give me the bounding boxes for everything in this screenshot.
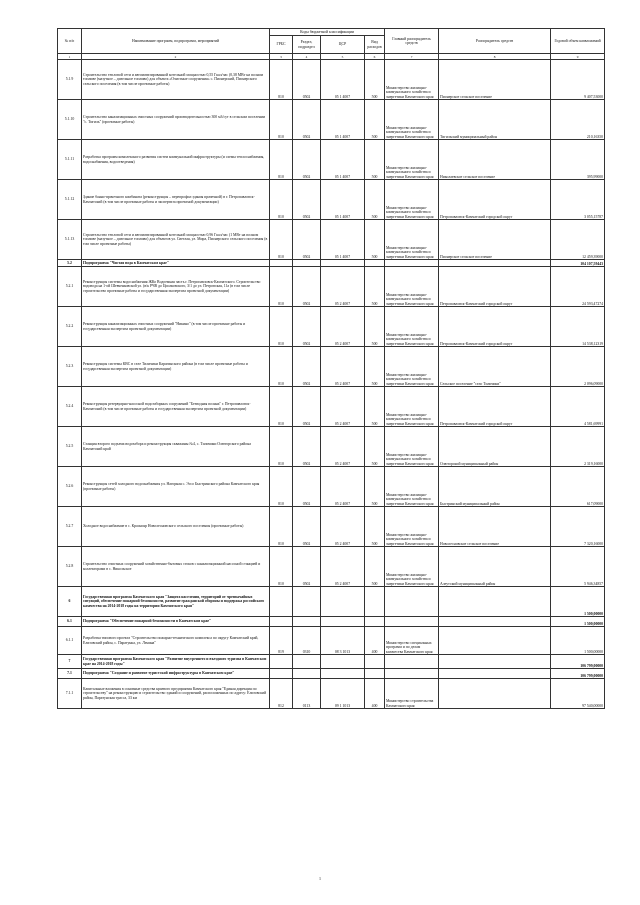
table-row: [58, 260, 605, 267]
table-body: [58, 60, 605, 709]
header-vr: Вид расходов: [365, 36, 385, 54]
row-name: Подпрограмма "Обеспечение пожарной безопасности в Камчатском крае": [82, 617, 270, 627]
row-rz: [293, 655, 321, 669]
row-vr: 500: [365, 60, 385, 100]
row-rz: 0502: [293, 307, 321, 347]
table-row: [58, 267, 605, 307]
row-admin: Министерство жилищно-коммунального хозяйства и энергетики Камчатского края: [385, 140, 439, 180]
row-recipient: [439, 587, 551, 617]
budget-table: [57, 28, 605, 709]
row-name: Строительство тепловой сети и автоматизированной котельной мощностью 0,96 Гкал/час (1 МВт на полном топливе (мазутное – дизельное топливо) для объектов ул. Светлая, ул. Мира, Пионерского сельского поселения (в том числе проектные работы): [82, 220, 270, 260]
table-row: [58, 587, 605, 617]
row-recipient: Петропавловск-Камчатский городской округ: [439, 180, 551, 220]
row-grbs: 810: [270, 347, 293, 387]
row-rz: 0502: [293, 467, 321, 507]
row-admin: Министерство жилищно-коммунального хозяйства и энергетики Камчатского края: [385, 180, 439, 220]
row-vr: [365, 587, 385, 617]
row-number: 5.2.6: [58, 467, 82, 507]
row-amount: 24 593,47274: [551, 267, 605, 307]
column-number: 6: [365, 54, 385, 60]
column-number: 4: [293, 54, 321, 60]
row-vr: 500: [365, 507, 385, 547]
row-vr: 500: [365, 267, 385, 307]
row-admin: Министерство жилищно-коммунального хозяйства и энергетики Камчатского края: [385, 467, 439, 507]
table-row: [58, 60, 605, 100]
row-recipient: [439, 260, 551, 267]
table-row: [58, 387, 605, 427]
row-rz: 0502: [293, 547, 321, 587]
row-admin: Министерство жилищно-коммунального хозяйства и энергетики Камчатского края: [385, 307, 439, 347]
row-amount: 1 500,00000: [551, 627, 605, 655]
row-amount: 12 459,39000: [551, 220, 605, 260]
table-row: [58, 655, 605, 669]
row-grbs: 810: [270, 507, 293, 547]
row-number: 5.2.4: [58, 387, 82, 427]
row-admin: [385, 617, 439, 627]
row-admin: Министерство жилищно-коммунального хозяйства и энергетики Камчатского края: [385, 547, 439, 587]
row-amount: 3 055,15787: [551, 180, 605, 220]
row-recipient: Пионерское сельское поселение: [439, 220, 551, 260]
row-rz: 0113: [293, 679, 321, 709]
table-row: [58, 140, 605, 180]
row-grbs: [270, 587, 293, 617]
row-grbs: [270, 617, 293, 627]
row-amount: 14 538,12319: [551, 307, 605, 347]
row-csr: 05 2 4007: [321, 467, 365, 507]
row-grbs: 810: [270, 427, 293, 467]
row-rz: 0502: [293, 347, 321, 387]
row-recipient: Алеутский муниципальный район: [439, 547, 551, 587]
header-codes-group: Коды бюджетной классификации: [270, 29, 385, 36]
row-grbs: 810: [270, 387, 293, 427]
row-amount: 106 799,00000: [551, 655, 605, 669]
row-number: 5.1.11: [58, 140, 82, 180]
row-csr: 05 2 4007: [321, 387, 365, 427]
row-csr: [321, 655, 365, 669]
row-number: 5.2.3: [58, 347, 82, 387]
row-recipient: Тигильский муниципальный район: [439, 100, 551, 140]
row-name: Реконструкция резервуарно-насосной водозаборных сооружений "Безводная поляна" г. Петропавловск-Камчатский (в том числе проектные работы и государственная экспертиза проектной документации): [82, 387, 270, 427]
row-grbs: 810: [270, 180, 293, 220]
row-number: 5.2.2: [58, 307, 82, 347]
table-row: [58, 627, 605, 655]
row-amount: 617,09000: [551, 467, 605, 507]
row-admin: [385, 669, 439, 679]
row-admin: [385, 260, 439, 267]
row-vr: [365, 617, 385, 627]
row-vr: 500: [365, 140, 385, 180]
row-admin: Министерство жилищно-коммунального хозяйства и энергетики Камчатского края: [385, 507, 439, 547]
row-csr: 05 1 4007: [321, 180, 365, 220]
row-name: Холодное водоснабжение в с. Краснояр Новолесновского сельского поселения (проектные работы): [82, 507, 270, 547]
row-vr: 500: [365, 427, 385, 467]
row-admin: Министерство жилищно-коммунального хозяйства и энергетики Камчатского края: [385, 347, 439, 387]
row-rz: 0502: [293, 427, 321, 467]
row-number: 5.1.12: [58, 180, 82, 220]
row-name: Подпрограмма "Чистая вода в Камчатском крае": [82, 260, 270, 267]
row-amount: 5 946,34857: [551, 547, 605, 587]
row-rz: 0502: [293, 100, 321, 140]
header-rz: Раздел, подраздел: [293, 36, 321, 54]
row-vr: 500: [365, 180, 385, 220]
row-csr: 05 2 4007: [321, 267, 365, 307]
row-name: Разработка типового проекта "Строительство пожарно-технического комплекса по округу Камчатский край, Елизовский район, с. Паратунка, ул. Ленина": [82, 627, 270, 655]
row-rz: 0502: [293, 387, 321, 427]
row-rz: 0502: [293, 140, 321, 180]
row-admin: Министерство специальных программ и по делам казачества Камчатского края: [385, 627, 439, 655]
row-recipient: [439, 627, 551, 655]
row-rz: [293, 587, 321, 617]
row-admin: Министерство жилищно-коммунального хозяйства и энергетики Камчатского края: [385, 220, 439, 260]
table-row: [58, 427, 605, 467]
row-amount: 1 500,00000: [551, 587, 605, 617]
row-recipient: Петропавловск-Камчатский городской округ: [439, 267, 551, 307]
row-csr: 05 2 4007: [321, 307, 365, 347]
row-amount: 97 540,00000: [551, 679, 605, 709]
row-recipient: Николаевское сельское поселение: [439, 140, 551, 180]
row-vr: 500: [365, 100, 385, 140]
row-vr: 400: [365, 679, 385, 709]
page-number: 1: [319, 876, 321, 881]
row-vr: 500: [365, 547, 385, 587]
row-name: Капитальные вложения в основные средства краевого предприятия Камчатского края "Единая дирекция по строительству" на реконструкцию и строительство зданий и сооружений, расположенных по адресу: Елизовский район, Паратунская трасса, 33 км: [82, 679, 270, 709]
header-csr: ЦСР: [321, 36, 365, 54]
row-csr: 05 1 4007: [321, 60, 365, 100]
row-grbs: 810: [270, 547, 293, 587]
row-rz: 0502: [293, 507, 321, 547]
row-csr: [321, 617, 365, 627]
row-admin: Министерство жилищно-коммунального хозяйства и энергетики Камчатского края: [385, 427, 439, 467]
row-grbs: 810: [270, 267, 293, 307]
table-row: [58, 617, 605, 627]
row-rz: 0502: [293, 180, 321, 220]
row-vr: 500: [365, 220, 385, 260]
row-rz: 0502: [293, 60, 321, 100]
row-amount: 1 500,00000: [551, 617, 605, 627]
row-name: Подпрограмма "Создание и развитие туристской инфраструктуры в Камчатском крае": [82, 669, 270, 679]
header-amount: Годовой объем капвложений: [551, 29, 605, 54]
row-admin: [385, 587, 439, 617]
row-amount: 104 107,59443: [551, 260, 605, 267]
row-csr: 09 1 1013: [321, 679, 365, 709]
column-number: 9: [551, 54, 605, 60]
row-name: Разработка программ комплексного развития систем коммунальной инфраструктуры (и схемы теплоснабжения, водоснабжения, водоотведения): [82, 140, 270, 180]
row-name: Строительство канализационных очистных сооружений производительностью 300 м3/сут в сельском поселении "с. Тигиль" (проектные работы): [82, 100, 270, 140]
row-grbs: [270, 260, 293, 267]
row-rz: [293, 260, 321, 267]
row-vr: 500: [365, 307, 385, 347]
row-rz: 0502: [293, 220, 321, 260]
row-name: Станция второго подъема водозабора и реконструкция скважины №4, с. Тиличики Олюторского района Камчатский край: [82, 427, 270, 467]
row-number: 5.1.9: [58, 60, 82, 100]
row-amount: 395,99000: [551, 140, 605, 180]
row-grbs: 810: [270, 220, 293, 260]
table-row: [58, 547, 605, 587]
row-number: 6.1.1: [58, 627, 82, 655]
row-name: Реконструкция сетей холодного водоснабжения ул. Нагорная с. Эссо Быстринского района Камчатского края (проектные работы): [82, 467, 270, 507]
row-amount: 9 407,53000: [551, 60, 605, 100]
table-row: [58, 307, 605, 347]
row-name: Государственная программа Камчатского края "Развитие внутреннего и въездного туризма в Камчатском крае на 2014-2018 годы": [82, 655, 270, 669]
row-admin: Министерство жилищно-коммунального хозяйства и энергетики Камчатского края: [385, 267, 439, 307]
row-number: 7.1: [58, 669, 82, 679]
row-csr: [321, 669, 365, 679]
row-name: Реконструкция канализационных очистных сооружений "Никино" (в том числе проектные работы и государственная экспертиза проектной документации): [82, 307, 270, 347]
row-recipient: [439, 679, 551, 709]
row-vr: 500: [365, 387, 385, 427]
row-csr: 05 1 4007: [321, 100, 365, 140]
row-name: Строительство очистных сооружений хозяйственно-бытовых стоков с канализационной насосной станцией и коллекторами в с. Никольское: [82, 547, 270, 587]
table-row: [58, 180, 605, 220]
row-amount: 2 319,16000: [551, 427, 605, 467]
row-csr: 08 3 1013: [321, 627, 365, 655]
row-vr: 400: [365, 627, 385, 655]
row-grbs: 812: [270, 679, 293, 709]
row-number: 5.2.1: [58, 267, 82, 307]
row-number: 5.1.10: [58, 100, 82, 140]
row-admin: Министерство жилищно-коммунального хозяйства и энергетики Камчатского края: [385, 387, 439, 427]
table-row: [58, 220, 605, 260]
row-recipient: Олюторский муниципальный район: [439, 427, 551, 467]
row-number: 7: [58, 655, 82, 669]
row-csr: 05 2 4007: [321, 547, 365, 587]
row-recipient: Сельское поселение "село Тиличики": [439, 347, 551, 387]
row-recipient: Пионерское сельское поселение: [439, 60, 551, 100]
column-number: 2: [82, 54, 270, 60]
row-grbs: 810: [270, 100, 293, 140]
row-admin: [385, 655, 439, 669]
row-grbs: [270, 655, 293, 669]
row-recipient: [439, 617, 551, 627]
row-grbs: [270, 669, 293, 679]
row-recipient: [439, 669, 551, 679]
row-vr: [365, 655, 385, 669]
row-grbs: 810: [270, 307, 293, 347]
row-rz: [293, 617, 321, 627]
row-number: 7.1.1: [58, 679, 82, 709]
row-csr: [321, 260, 365, 267]
row-name: Строительство тепловой сети и автоматизированной котельной мощностью 0,55 Гкал/час (0,38 МВт на полном топливе (мазутное – дизельное топливо) для объекта «Очистные сооружения» с. Пионерский, Пионерского сельского поселения (в том числе проектные работы): [82, 60, 270, 100]
row-name: Реконструкция системы КВС в селе Тиличики Карагинского района (в том числе проектные работы и государственная экспертиза проектной документации): [82, 347, 270, 387]
row-amount: 210,16350: [551, 100, 605, 140]
row-admin: Министерство жилищно-коммунального хозяйства и энергетики Камчатского края: [385, 100, 439, 140]
row-recipient: [439, 655, 551, 669]
row-recipient: Петропавловск-Камчатский городской округ: [439, 307, 551, 347]
row-vr: 500: [365, 467, 385, 507]
header-recipient: Распорядитель средств: [439, 29, 551, 54]
row-rz: 0310: [293, 627, 321, 655]
row-name: Реконструкция системы водоснабжения ЖКо Водоемная часть г. Петропавловск-Камчатского. Строительство водовода на 1-ой Шевченковской ул. (в/к РЧВ до Циолковского, 3/1 до ул. Петровская, 11а (в том числе строительство проектные работы и государственная экспертиза проектной документации): [82, 267, 270, 307]
table-row: [58, 507, 605, 547]
row-vr: [365, 669, 385, 679]
row-csr: 05 1 4007: [321, 140, 365, 180]
row-recipient: Новолесновское сельское поселение: [439, 507, 551, 547]
row-amount: 2 096,09000: [551, 347, 605, 387]
header-name: Наименование программ, подпрограмм, мероприятий: [82, 29, 270, 54]
header-admin: Главный распорядитель средств: [385, 29, 439, 54]
table-row: [58, 347, 605, 387]
row-amount: 106 799,00000: [551, 669, 605, 679]
column-number: 3: [270, 54, 293, 60]
row-grbs: 810: [270, 60, 293, 100]
row-name: Здание банно-прачечного комбината (реконструкция – перепрофил здания прачечной) в г. Петропавловск-Камчатский (в том числе проектные работы и экспертиза проектной документации): [82, 180, 270, 220]
row-csr: 05 2 4007: [321, 427, 365, 467]
column-number: 7: [385, 54, 439, 60]
row-recipient: Петропавловск-Камчатский городской округ: [439, 387, 551, 427]
row-amount: 4 581,69991: [551, 387, 605, 427]
table-row: [58, 100, 605, 140]
row-csr: 05 2 4007: [321, 507, 365, 547]
table-row: [58, 669, 605, 679]
row-number: 5.2.8: [58, 547, 82, 587]
column-number: 8: [439, 54, 551, 60]
row-number: 5.1.13: [58, 220, 82, 260]
row-number: 5.2.7: [58, 507, 82, 547]
row-csr: 05 2 4007: [321, 347, 365, 387]
row-grbs: 810: [270, 467, 293, 507]
row-grbs: 810: [270, 140, 293, 180]
row-admin: Министерство строительства Камчатского края: [385, 679, 439, 709]
row-amount: 7 320,16000: [551, 507, 605, 547]
row-grbs: 819: [270, 627, 293, 655]
row-csr: 05 1 4007: [321, 220, 365, 260]
row-vr: 500: [365, 347, 385, 387]
row-admin: Министерство жилищно-коммунального хозяйства и энергетики Камчатского края: [385, 60, 439, 100]
row-csr: [321, 587, 365, 617]
row-recipient: Быстринский муниципальный район: [439, 467, 551, 507]
row-number: 6.1: [58, 617, 82, 627]
row-rz: [293, 669, 321, 679]
row-rz: 0502: [293, 267, 321, 307]
header-no: № п/п: [58, 29, 82, 54]
column-number: 5: [321, 54, 365, 60]
row-number: 5.2.5: [58, 427, 82, 467]
row-vr: [365, 260, 385, 267]
row-name: Государственная программа Камчатского края "Защита населения, территорий от чрезвычайных ситуаций, обеспечение пожарной безопасности, развитие гражданской обороны и поддержка российского казачества на 2014-2018 годы на территории Камчатского края": [82, 587, 270, 617]
row-number: 6: [58, 587, 82, 617]
column-number: 1: [58, 54, 82, 60]
table-row: [58, 467, 605, 507]
header-grbs: ГРБС: [270, 36, 293, 54]
table-row: [58, 679, 605, 709]
row-number: 5.2: [58, 260, 82, 267]
